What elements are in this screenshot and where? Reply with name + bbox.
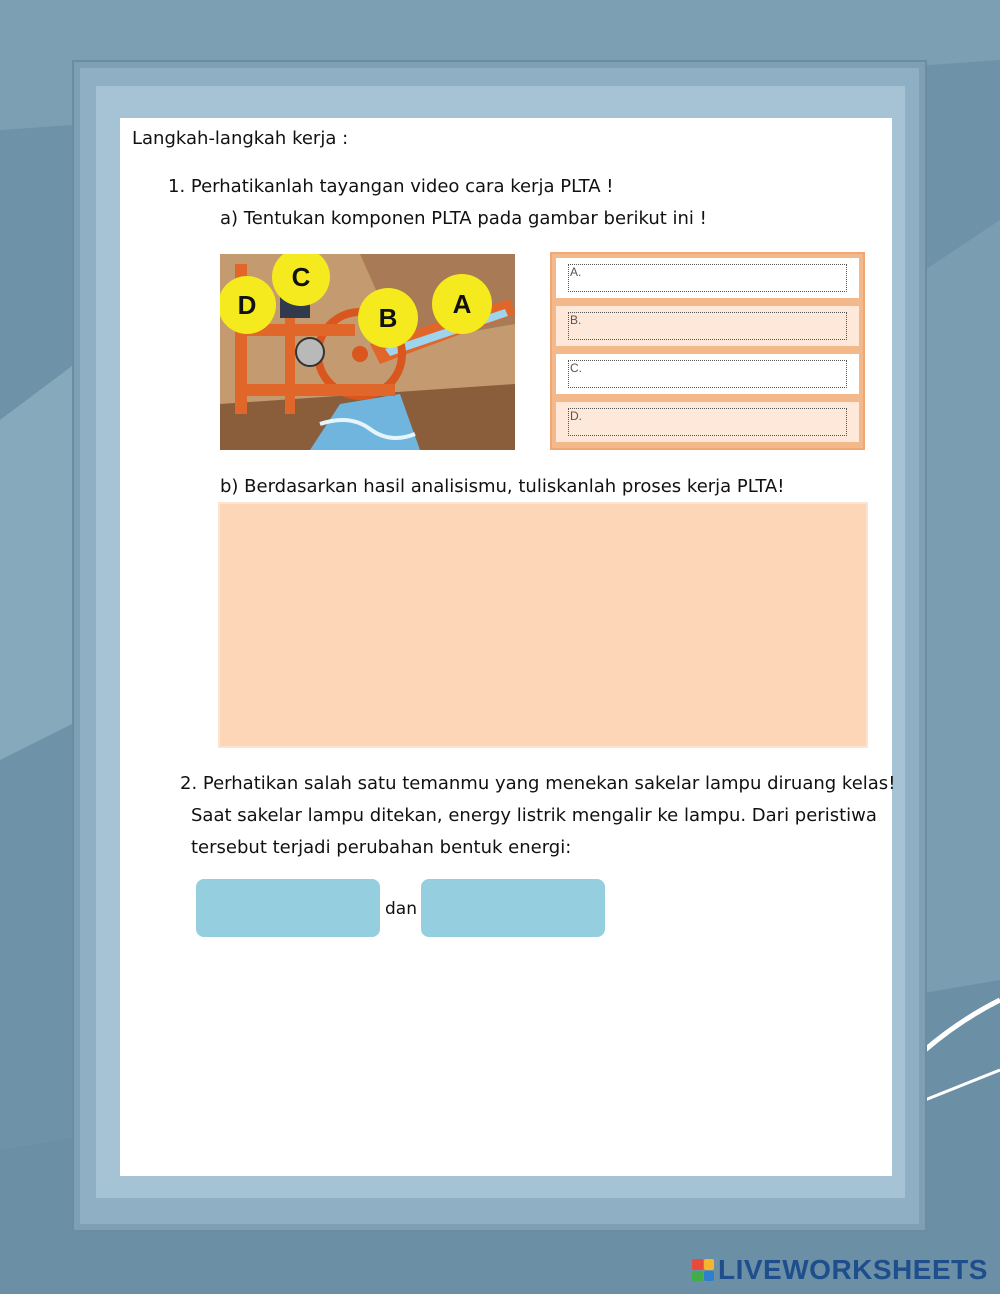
- answer-row-b: [556, 306, 859, 346]
- answer-b-label: B.: [570, 313, 582, 327]
- brand-name: LIVEWORKSHEETS: [718, 1254, 988, 1285]
- label-circle-a: [432, 274, 492, 334]
- question-2-line-2: Saat sakelar lampu ditekan, energy listrik mengalir ke lampu. Dari peristiwa: [191, 805, 877, 826]
- liveworksheets-logo[interactable]: [692, 1254, 988, 1286]
- question-2-line-1: 2. Perhatikan salah satu temanmu yang menekan sakelar lampu diruang kelas!: [180, 773, 896, 794]
- question-1b-text: b) Berdasarkan hasil analisismu, tuliskanlah proses kerja PLTA!: [220, 476, 785, 497]
- answer-d-input[interactable]: [568, 408, 847, 436]
- question-1-text: 1. Perhatikanlah tayangan video cara kerja PLTA !: [168, 176, 614, 197]
- answer-a-label: A.: [570, 265, 582, 279]
- label-circle-d: [220, 276, 276, 334]
- energy-to-input[interactable]: [421, 879, 605, 937]
- heading: Langkah-langkah kerja :: [132, 128, 349, 149]
- question-1a-text: a) Tentukan komponen PLTA pada gambar berikut ini !: [220, 208, 707, 229]
- label-b-text: B: [378, 302, 398, 333]
- answer-c-input[interactable]: [568, 360, 847, 388]
- question-2-line-3: tersebut terjadi perubahan bentuk energi:: [191, 837, 572, 858]
- label-d-text: D: [237, 289, 257, 320]
- label-c-text: C: [291, 261, 311, 292]
- component-answer-panel: [550, 252, 865, 450]
- answer-a-input[interactable]: [568, 264, 847, 292]
- answer-d-label: D.: [570, 409, 582, 423]
- label-circle-b: [358, 288, 418, 348]
- label-a-text: A: [452, 288, 472, 319]
- answer-c-label: C.: [570, 361, 582, 375]
- answer-row-a: [556, 258, 859, 298]
- process-answer-box[interactable]: [218, 502, 868, 748]
- liveworksheets-logo-icon: [692, 1259, 714, 1281]
- answer-row-c: [556, 354, 859, 394]
- connector-text: dan: [385, 899, 417, 919]
- energy-from-input[interactable]: [196, 879, 380, 937]
- answer-row-d: [556, 402, 859, 442]
- plta-illustration: [220, 254, 515, 450]
- answer-b-input[interactable]: [568, 312, 847, 340]
